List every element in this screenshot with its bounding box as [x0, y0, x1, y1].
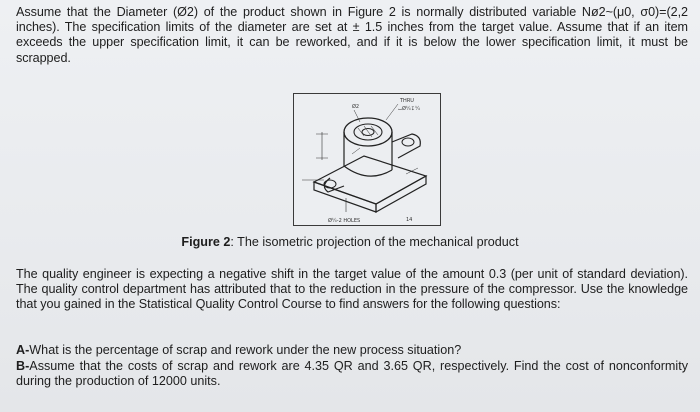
- dia-label: Ø2: [352, 104, 360, 110]
- question-a-text: What is the percentage of scrap and rework under the new process situation?: [29, 343, 462, 357]
- question-a: [16, 343, 688, 358]
- holes-label: Ø¼-2 HOLES: [328, 218, 361, 224]
- figure-caption-label: Figure 2: [181, 235, 231, 249]
- figure-drawing: [293, 93, 441, 226]
- problem-context: The quality engineer is expecting a negative shift in the target value of the amount 0.3 (per unit of standard deviation). The quality control department has attributed that to the reduction in the pressure of the compressor. Use the knowledge that you gained in the Statistical Quality Control Course to find answers for the following questions:: [16, 267, 688, 312]
- thru-callout-sub: ⌴Ø¼↧¼: [398, 106, 420, 112]
- question-b: [16, 359, 688, 389]
- dim-14-label: 14: [406, 217, 413, 223]
- isometric-drawing: [294, 94, 440, 225]
- question-b-label: B-: [16, 359, 30, 373]
- thru-callout: THRU: [400, 98, 414, 104]
- question-b-text: Assume that the costs of scrap and rework are 4.35 QR and 3.65 QR, respectively. Find the cost of nonconformity during the production of 12000 units.: [16, 359, 688, 389]
- problem-intro: Assume that the Diameter (Ø2) of the product shown in Figure 2 is normally distributed variable Nø2~(μ0, σ0)=(2,2 inches). The specification limits of the diameter are set at ± 1.5 inches from the target value. Assume that if an item exceeds the upper specification limit, it can be reworked, and if it is below the lower specification limit, it must be scrapped.: [16, 5, 688, 65]
- figure-caption-text: : The isometric projection of the mechanical product: [230, 235, 519, 249]
- question-a-label: A-: [16, 343, 30, 357]
- figure-caption: [0, 235, 700, 250]
